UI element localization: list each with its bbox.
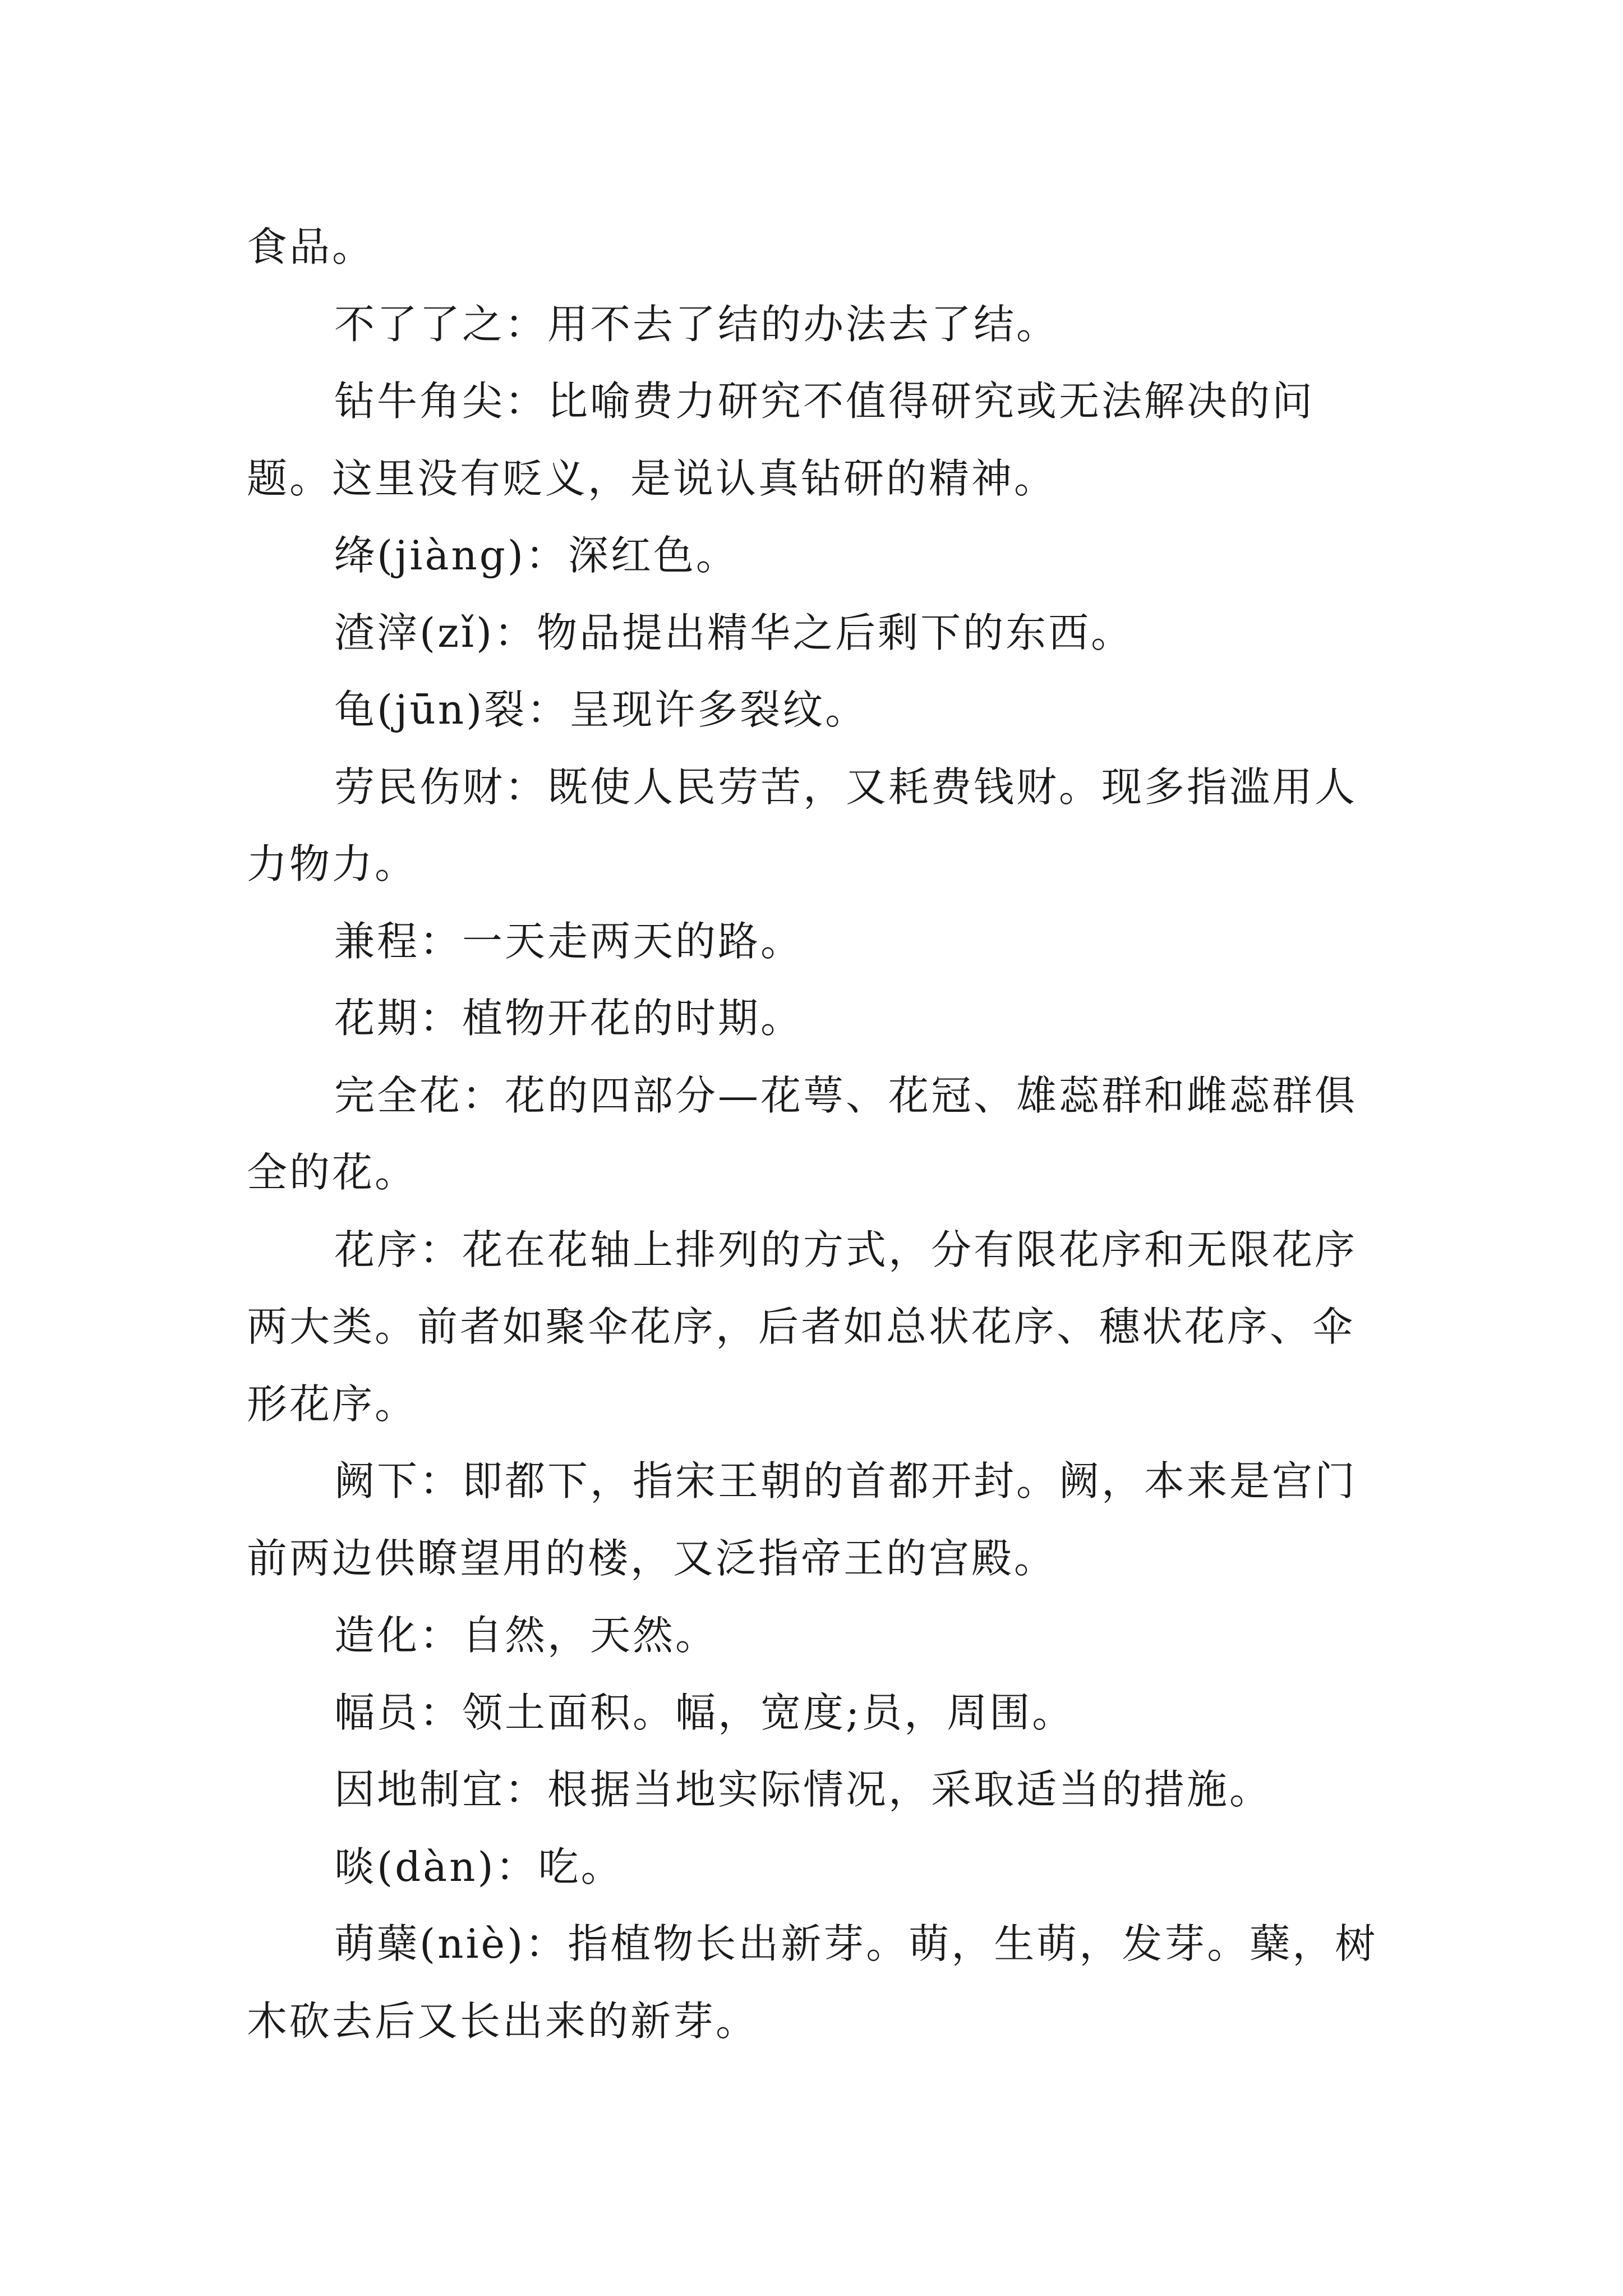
glossary-entry: 幅员：领土面积。幅，宽度;员，周围。 [334, 1688, 1075, 1736]
glossary-entry: 花序：花在花轴上排列的方式，分有限花序和无限花序两大类。前者如聚伞花序，后者如总状花序、穗状花序、伞形花序。 [247, 1226, 1358, 1428]
glossary-entry: 花期：植物开花的时期。 [334, 995, 804, 1042]
paragraph-continuation: 食品。 [247, 223, 375, 270]
glossary-entry: 不了了之：用不去了结的办法去了结。 [334, 300, 1059, 348]
glossary-entry: 兼程：一天走两天的路。 [334, 917, 804, 965]
glossary-entry: 因地制宜：根据当地实际情况，采取适当的措施。 [334, 1766, 1272, 1813]
glossary-entry: 绛(jiàng)：深红色。 [334, 532, 739, 579]
glossary-entry: 渣滓(zǐ)：物品提出精华之后剩下的东西。 [334, 609, 1134, 656]
glossary-entry: 完全花：花的四部分—花萼、花冠、雄蕊群和雌蕊群俱全的花。 [247, 1071, 1358, 1196]
glossary-entry: 啖(dàn)：吃。 [334, 1843, 624, 1890]
glossary-entry: 阙下：即都下，指宋王朝的首都开封。阙，本来是宫门前两边供瞭望用的楼，又泛指帝王的宫殿。 [247, 1457, 1358, 1582]
glossary-entry: 龟(jūn)裂：呈现许多裂纹。 [334, 686, 868, 733]
glossary-entry: 造化：自然，天然。 [334, 1612, 718, 1659]
glossary-entry: 萌蘖(niè)：指植物长出新芽。萌，生萌，发芽。蘖，树木砍去后又长出来的新芽。 [247, 1920, 1378, 2045]
glossary-entry: 钻牛角尖：比喻费力研究不值得研究或无法解决的问题。这里没有贬义，是说认真钻研的精神。 [247, 378, 1315, 502]
glossary-text [247, 209, 1388, 2060]
glossary-entry: 劳民伤财：既使人民劳苦，又耗费钱财。现多指滥用人力物力。 [247, 763, 1358, 887]
